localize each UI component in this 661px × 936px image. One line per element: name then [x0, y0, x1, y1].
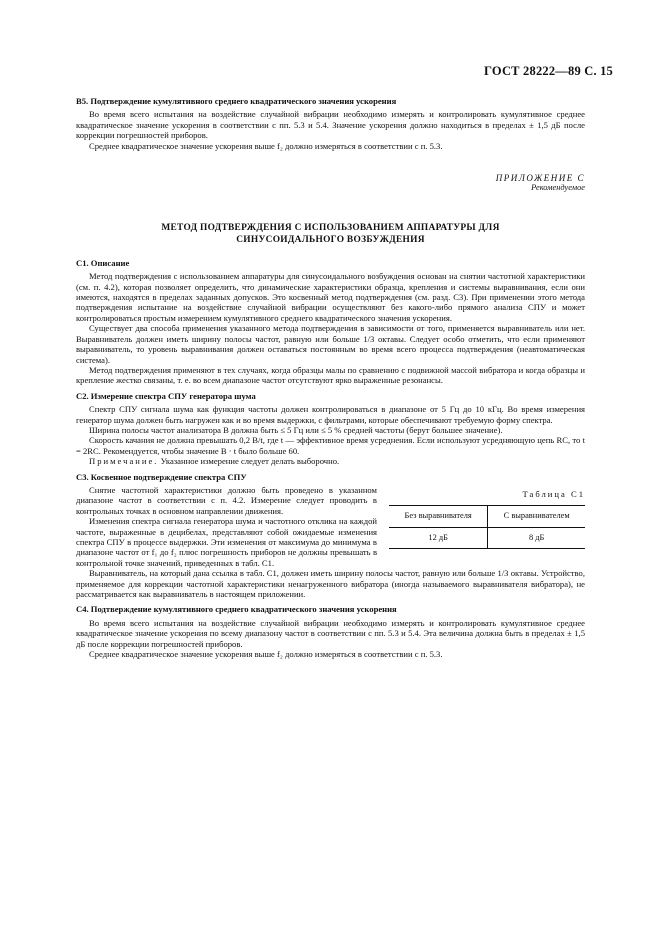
section-c2-heading: С2. Измерение спектра СПУ генератора шума [76, 390, 256, 401]
section-c4-paragraph-2: Среднее квадратическое значение ускорения выше f₂ должно измеряться в соответствии с п. 5.3. [89, 649, 443, 660]
appendix-label: ПРИЛОЖЕНИЕ С [495, 173, 585, 184]
table-header-cell: Без выравнивателя [404, 511, 472, 521]
page-content [76, 96, 585, 659]
section-c3-heading: С3. Косвенное подтверждение спектра СПУ [76, 471, 247, 482]
section-b5-paragraph-2: Среднее квадратическое значение ускорения выше f₂ должно измеряться в соответствии с п. 5.3. [89, 140, 443, 151]
table-cell: 8 дБ [488, 527, 585, 548]
section-c2-note [76, 456, 585, 466]
appendix-title: МЕТОД ПОДТВЕРЖДЕНИЯ С ИСПОЛЬЗОВАНИЕМ АППАРАТУРЫ ДЛЯ СИНУСОИДАЛЬНОГО ВОЗБУЖДЕНИЯ [161, 222, 500, 245]
section-c3-paragraph-1: Снятие частотной характеристики должно быть проведено в указанном диапазоне частот в соответствии с п. 4.2. Измерение следует проводить в контрольных точках в основном направлении движения. [76, 484, 377, 516]
appendix-label-block [76, 173, 585, 194]
section-c1-paragraph-3: Метод подтверждения применяют в тех случаях, когда образцы малы по сравнению с подвижной массой вибратора и когда образцы и крепление жестко связаны, т. е. во всем диапазоне частот отсутствуют ярко выраженные резонансы. [76, 364, 585, 386]
section-c1-paragraph-1: Метод подтверждения с использованием аппаратуры для синусоидального возбуждения основан на снятии частотной характеристики (см. п. 4.2), которая позволяет определить, что динамические характеристики образца, крепления и системы выравнивания, если они имеются, находятся в пределах заданных допусков. Это косвенный метод подтверждения (см. разд. С3). При применении этого метода подтверждения испытание на воздействие случайной вибрации осуществляют без какого-либо прямого анализа СПУ и может контролироваться простым измерением кумулятивного среднего квадратического значения ускорения. [76, 271, 585, 323]
table-header-cell: С выравнивателем [488, 506, 585, 527]
note-text: Указанное измерение следует делать выборочно. [158, 456, 340, 467]
section-c2-paragraph-2: Ширина полосы частот анализатора В должна быть ≤ 5 Гц или ≤ 5 % средней частоты (берут большее значение). [89, 424, 503, 435]
section-c3-paragraph-3: Выравниватель, на который дана ссылка в табл. С1, должен иметь ширину полосы частот, равную или больше 1/3 октавы. Устройство, применяемое для коррекции частотной характеристики ненагруженного вибратора (иногда называемого выравнивателя вибратора), не рассматривается как выравниватель в настоящем приложении. [76, 568, 585, 600]
section-c3-paragraph-2: Изменения спектра сигнала генератора шума и частотного отклика на каждой частоте, выраженные в децибелах, представляют собой ожидаемые изменения спектра СПУ в процессе выдержки. Эти изменения от максимума до минимума в диапазоне частот от f₁ до f₂ плюс погрешность приборов не должны превышать в контрольной точке значений, приведенных в табл. С1. [76, 516, 377, 568]
section-c2-paragraph-1: Спектр СПУ сигнала шума как функция частоты должен контролироваться в диапазоне от 5 Гц до 10 кГц. Во время измерения генератор шума должен быть нагружен как и во время выдержки, с фильтрами, которые обеспечивают требуемую форму спектра. [76, 404, 585, 425]
section-c4-heading: С4. Подтверждение кумулятивного среднего квадратического значения ускорения [76, 604, 397, 615]
section-c4-paragraph-1: Во время всего испытания на воздействие случайной вибрации необходимо измерять и контролировать кумулятивное среднее квадратическое значение ускорения по всему диапазону частот в соответствии с пп. 5.3 и 5.4. Эта величина должна быть в пределах ± 1,5 дБ после коррекции погрешностей приборов. [76, 617, 585, 649]
section-b5-heading: В5. Подтверждение кумулятивного среднего квадратического значения ускорения [76, 96, 397, 106]
section-c2-paragraph-3: Скорость качания не должна превышать 0,2 B/t, где t — эффективное время усреднения. Если используют усредняющую цепь RC, то t = 2RC. Рекомендуется, чтобы значение B · t было больше 60. [76, 435, 585, 456]
table-c1 [389, 505, 585, 549]
table-header-row [389, 506, 585, 527]
section-b5-paragraph-1: Во время всего испытания на воздействие случайной вибрации необходимо измерять и контролировать кумулятивное среднее квадратическое значение ускорения в соответствии с пп. 5.3 и 5.4. Значение ускорения должно находиться в пределах ± 1,5 дБ после коррекции погрешностей приборов. [76, 109, 585, 141]
section-c1-paragraph-2: Существует два способа применения указанного метода подтверждения в зависимости от того, применяется выравниватель или нет. Выравниватель должен иметь ширину полосы частот, равную или больше 1/3 октавы. Следует особо отметить, что если применяют выравниватель, то уровень выравнивания должен оставаться постоянным во время всего процесса подтверждения (неавтоматическая система). [76, 323, 585, 365]
section-c1-heading: С1. Описание [76, 257, 130, 268]
table-c1-block [389, 489, 585, 549]
page-header: ГОСТ 28222—89 С. 15 [484, 64, 613, 78]
appendix-status: Рекомендуемое [531, 183, 585, 193]
table-cell: 12 дБ [428, 532, 448, 542]
note-label: Примечание. [89, 456, 159, 467]
table-row [389, 527, 585, 548]
table-caption: Таблица С1 [522, 488, 585, 499]
